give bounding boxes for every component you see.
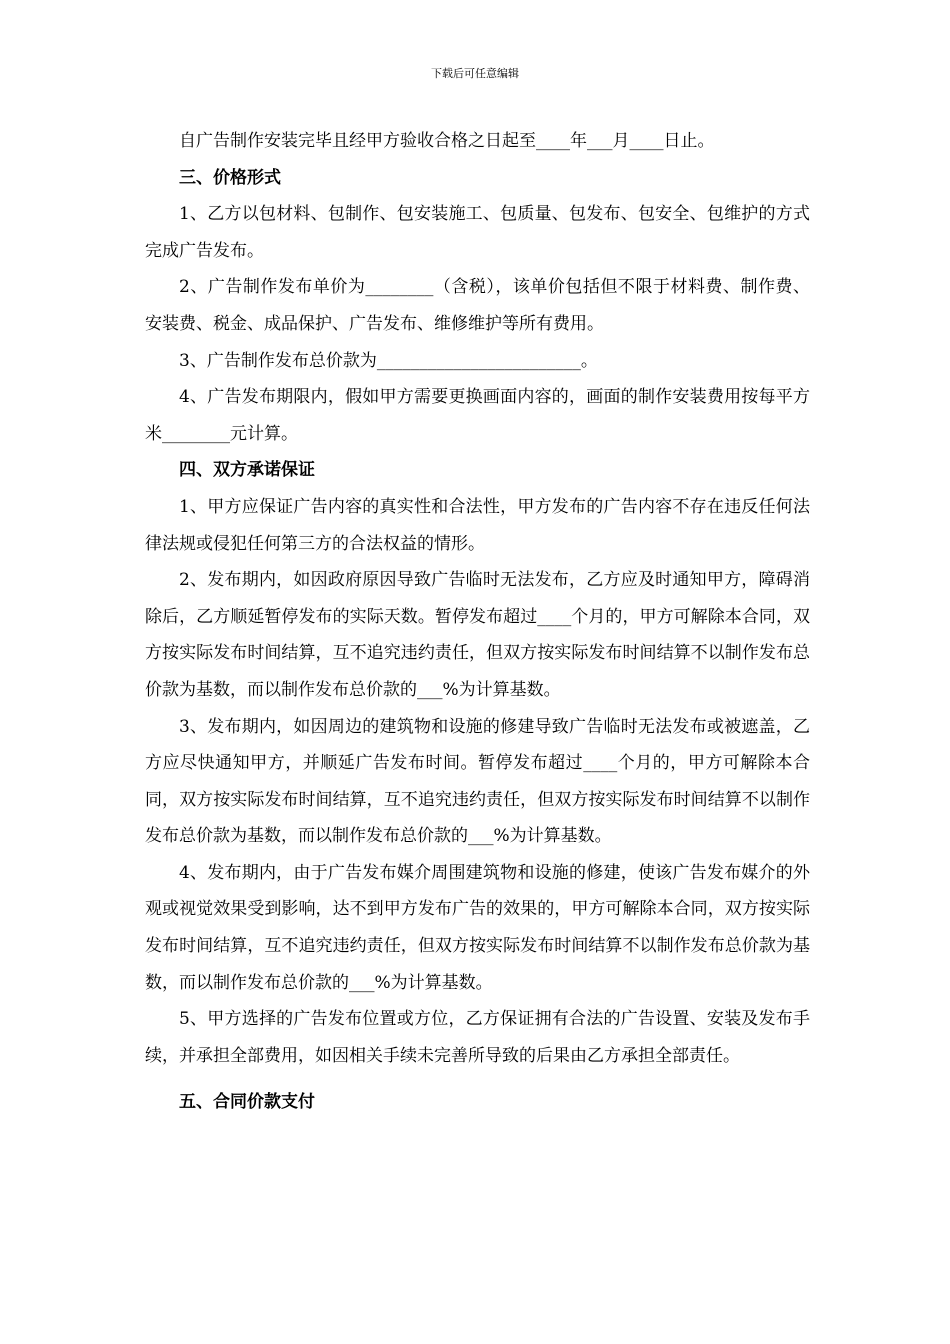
page-header: 下载后可任意编辑	[431, 67, 519, 80]
section-4-paragraph-5: 5、甲方选择的广告发布位置或方位，乙方保证拥有合法的广告设置、安装及发布手续，并承担全部费用，如因相关手续未完善所导致的后果由乙方承担全部责任。	[145, 1009, 810, 1066]
section-3-paragraph-3: 3、广告制作发布总价款为________________________。	[179, 350, 598, 371]
section-5-heading: 五、合同价款支付	[179, 1092, 315, 1113]
document-body	[145, 123, 810, 1121]
section-4-paragraph-2: 2、发布期内，如因政府原因导致广告临时无法发布，乙方应及时通知甲方，障碍消除后，乙方顺延暂停发布的实际天数。暂停发布超过____个月的，甲方可解除本合同，双方按实际发布时间结算，互不追究违约责任，但双方按实际发布时间结算不以制作发布总价款为基数，而以制作发布总价款的___%为计算基数。	[145, 570, 810, 700]
section-4-paragraph-4: 4、发布期内，由于广告发布媒介周围建筑物和设施的修建，使该广告发布媒介的外观或视觉效果受到影响，达不到甲方发布广告的效果的，甲方可解除本合同，双方按实际发布时间结算，互不追究违约责任，但双方按实际发布时间结算不以制作发布总价款为基数，而以制作发布总价款的___%为计算基数。	[145, 862, 810, 993]
section-3-paragraph-4: 4、广告发布期限内，假如甲方需要更换画面内容的，画面的制作安装费用按每平方米________元计算。	[145, 387, 810, 444]
intro-paragraph: 自广告制作安装完毕且经甲方验收合格之日起至____年___月____日止。	[179, 131, 715, 151]
section-4-paragraph-1: 1、甲方应保证广告内容的真实性和合法性，甲方发布的广告内容不存在违反任何法律法规或侵犯任何第三方的合法权益的情形。	[145, 496, 810, 554]
section-3-heading: 三、价格形式	[179, 167, 281, 188]
section-4-heading: 四、双方承诺保证	[179, 460, 315, 481]
section-3-paragraph-2: 2、广告制作发布单价为________（含税），该单价包括但不限于材料费、制作费、安装费、税金、成品保护、广告发布、维修维护等所有费用。	[145, 277, 810, 334]
section-4-paragraph-3: 3、发布期内，如因周边的建筑物和设施的修建导致广告临时无法发布或被遮盖，乙方应尽快通知甲方，并顺延广告发布时间。暂停发布超过____个月的，甲方可解除本合同，双方按实际发布时间结算，互不追究违约责任，但双方按实际发布时间结算不以制作发布总价款为基数，而以制作发布总价款的___%为计算基数。	[145, 716, 810, 847]
section-3-paragraph-1: 1、乙方以包材料、包制作、包安装施工、包质量、包发布、包安全、包维护的方式完成广告发布。	[145, 204, 810, 261]
